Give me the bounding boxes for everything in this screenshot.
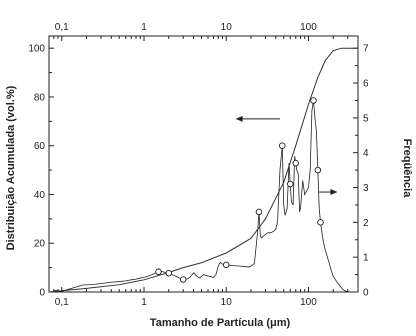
left-y-tick-label: 60	[33, 141, 45, 153]
left-y-tick-label: 40	[33, 189, 45, 201]
x-tick-label: 0,1	[54, 297, 69, 308]
plot-frame	[49, 36, 358, 292]
frequency-series	[54, 98, 354, 292]
right-y-tick-label: 5	[363, 113, 369, 125]
top-x-tick-label: 0,1	[54, 22, 69, 33]
left-y-tick-label: 0	[39, 287, 45, 299]
top-x-tick-label: 10	[220, 22, 232, 33]
top-x-axis	[49, 22, 358, 41]
frequency-point	[279, 143, 285, 149]
plot-border	[49, 36, 358, 292]
frequency-point	[223, 262, 229, 268]
right-y-tick-label: 4	[363, 148, 369, 160]
left-y-axis-title: Distribuição Acumulada (vol.%)	[5, 85, 17, 251]
right-y-tick-label: 0	[363, 287, 369, 299]
x-tick-label: 1	[141, 297, 147, 308]
left-y-tick-label: 80	[33, 92, 45, 104]
right-y-tick-label: 2	[363, 217, 369, 229]
left-y-tick-label: 20	[33, 238, 45, 250]
series-arrows	[236, 116, 338, 195]
frequency-point	[318, 220, 324, 226]
right-y-tick-label: 1	[363, 252, 369, 264]
bottom-x-axis	[49, 287, 358, 308]
frequency-point	[166, 270, 172, 276]
top-x-tick-label: 100	[300, 22, 317, 33]
cumulative-line	[49, 48, 358, 292]
frequency-point	[156, 269, 162, 275]
frequency-point	[287, 181, 293, 187]
x-tick-label: 100	[300, 297, 317, 308]
left-y-tick-label: 100	[28, 43, 45, 55]
right-y-axis-title: Freqüência	[401, 138, 413, 198]
arrow-left-head	[236, 116, 243, 122]
top-x-tick-label: 1	[141, 22, 147, 33]
right-y-tick-label: 6	[363, 78, 369, 90]
left-y-axis	[28, 44, 54, 299]
frequency-line	[54, 100, 354, 292]
right-y-tick-label: 3	[363, 183, 369, 195]
frequency-point	[293, 160, 299, 166]
right-y-axis	[353, 44, 369, 299]
frequency-point	[311, 98, 317, 104]
cumulative-series	[49, 48, 358, 292]
x-axis-title: Tamanho de Partícula (μm)	[149, 317, 291, 329]
x-tick-label: 10	[220, 297, 232, 308]
frequency-point	[315, 167, 321, 173]
frequency-point	[180, 277, 186, 283]
frequency-point	[256, 209, 262, 215]
arrow-right-head	[330, 189, 337, 195]
right-y-tick-label: 7	[363, 43, 369, 55]
